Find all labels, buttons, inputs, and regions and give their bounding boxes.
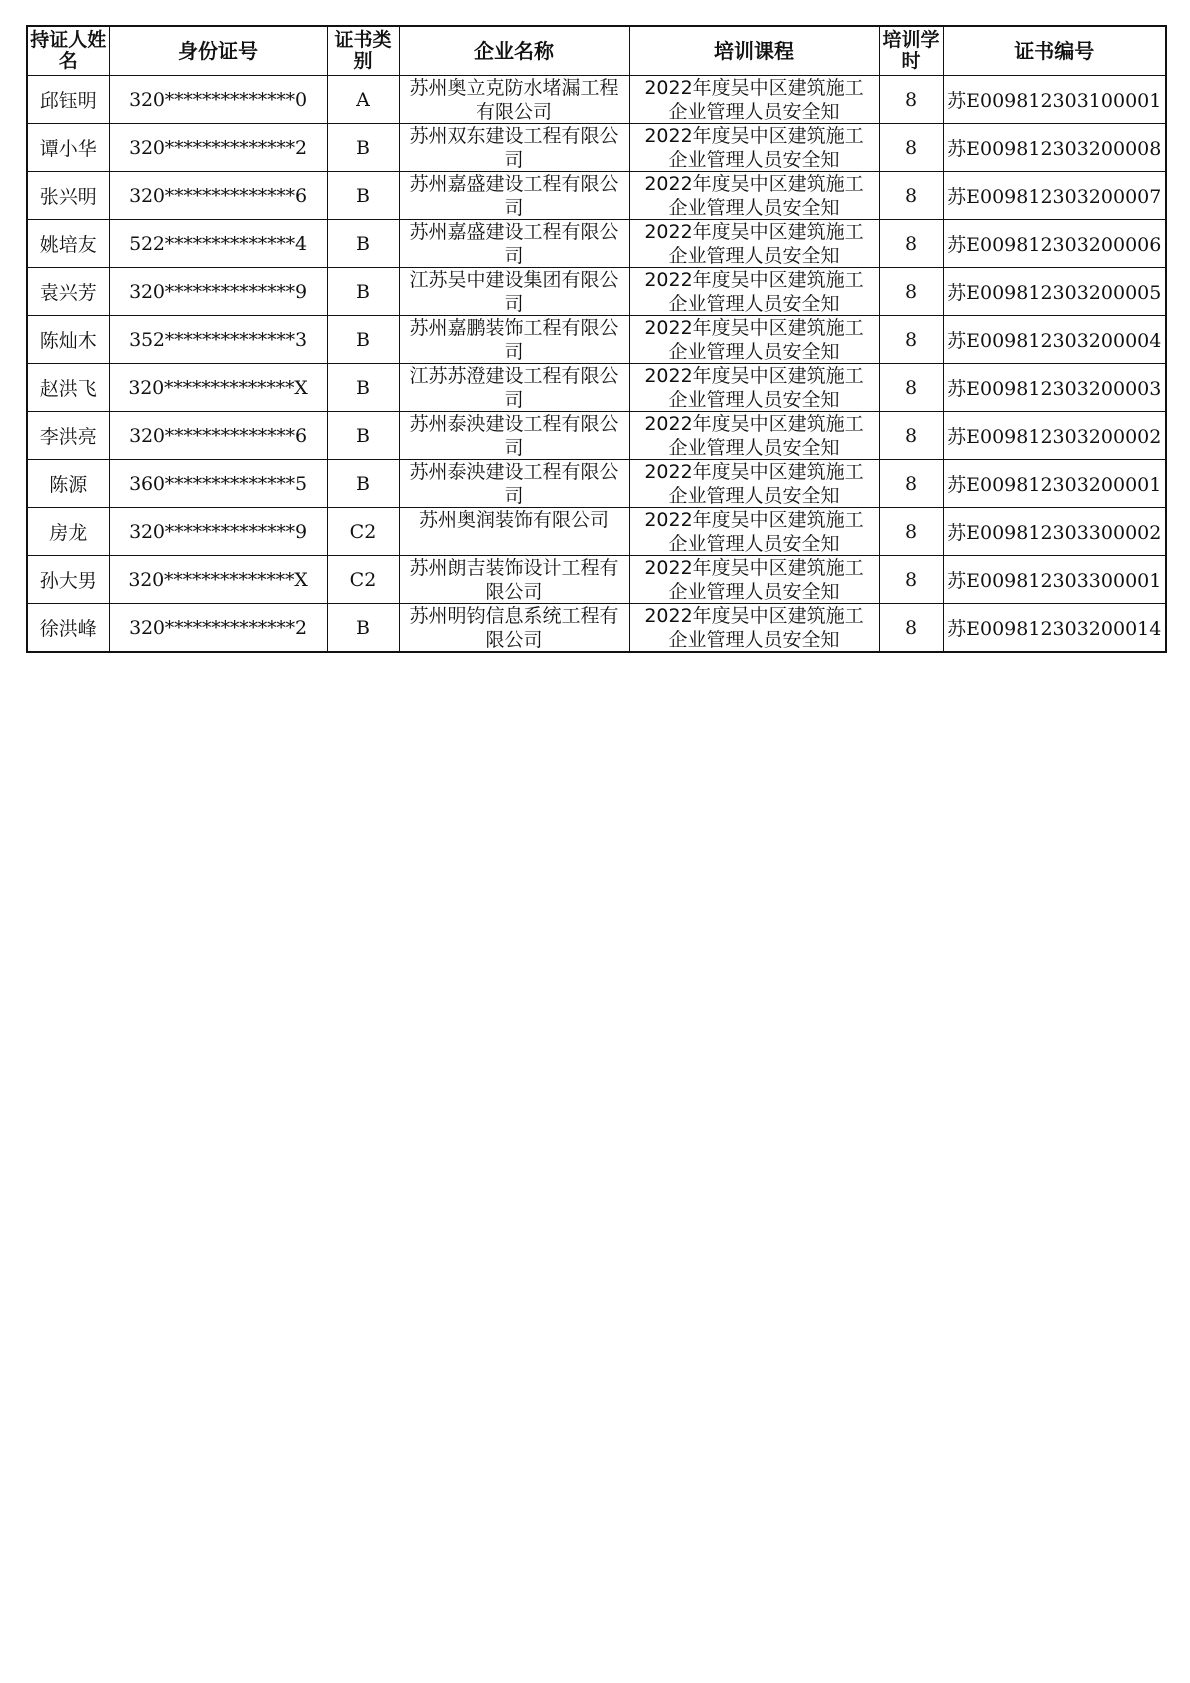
cell-company: 苏州奥润装饰有限公司 bbox=[399, 508, 629, 556]
cell-cert-number: 苏E009812303200001 bbox=[943, 460, 1166, 508]
cell-type: B bbox=[327, 220, 399, 268]
table-row bbox=[27, 316, 1166, 364]
cell-course: 2022年度吴中区建筑施工企业管理人员安全知 bbox=[629, 172, 879, 220]
cell-type: B bbox=[327, 412, 399, 460]
cell-course: 2022年度吴中区建筑施工企业管理人员安全知 bbox=[629, 316, 879, 364]
cell-name: 谭小华 bbox=[27, 124, 109, 172]
cell-name: 邱钰明 bbox=[27, 76, 109, 124]
cell-company: 苏州朗吉装饰设计工程有限公司 bbox=[399, 556, 629, 604]
cell-company: 苏州泰泱建设工程有限公司 bbox=[399, 460, 629, 508]
table-row bbox=[27, 76, 1166, 124]
cell-company: 江苏吴中建设集团有限公司 bbox=[399, 268, 629, 316]
cell-name: 徐洪峰 bbox=[27, 604, 109, 653]
table-row bbox=[27, 124, 1166, 172]
cell-company: 苏州嘉盛建设工程有限公司 bbox=[399, 220, 629, 268]
cell-type: B bbox=[327, 316, 399, 364]
cell-company: 苏州双东建设工程有限公司 bbox=[399, 124, 629, 172]
cell-name: 陈灿木 bbox=[27, 316, 109, 364]
certificate-roster-table bbox=[26, 25, 1167, 653]
cell-hours: 8 bbox=[879, 460, 943, 508]
cell-hours: 8 bbox=[879, 124, 943, 172]
cell-id: 320**************6 bbox=[109, 172, 327, 220]
cell-type: B bbox=[327, 268, 399, 316]
table-row bbox=[27, 460, 1166, 508]
header-holder-name: 持证人姓名 bbox=[27, 26, 109, 76]
cell-company: 苏州奥立克防水堵漏工程有限公司 bbox=[399, 76, 629, 124]
cell-id: 320**************2 bbox=[109, 124, 327, 172]
cell-cert-number: 苏E009812303100001 bbox=[943, 76, 1166, 124]
cell-name: 张兴明 bbox=[27, 172, 109, 220]
cell-course: 2022年度吴中区建筑施工企业管理人员安全知 bbox=[629, 268, 879, 316]
cell-company: 苏州泰泱建设工程有限公司 bbox=[399, 412, 629, 460]
cell-cert-number: 苏E009812303200005 bbox=[943, 268, 1166, 316]
cell-name: 姚培友 bbox=[27, 220, 109, 268]
cell-hours: 8 bbox=[879, 556, 943, 604]
header-hours: 培训学时 bbox=[879, 26, 943, 76]
cell-company: 江苏苏澄建设工程有限公司 bbox=[399, 364, 629, 412]
cell-company: 苏州嘉鹏装饰工程有限公司 bbox=[399, 316, 629, 364]
cell-type: A bbox=[327, 76, 399, 124]
cell-name: 房龙 bbox=[27, 508, 109, 556]
cell-cert-number: 苏E009812303200014 bbox=[943, 604, 1166, 653]
cell-name: 袁兴芳 bbox=[27, 268, 109, 316]
cell-name: 李洪亮 bbox=[27, 412, 109, 460]
table-row bbox=[27, 220, 1166, 268]
table-row bbox=[27, 556, 1166, 604]
cell-course: 2022年度吴中区建筑施工企业管理人员安全知 bbox=[629, 508, 879, 556]
cell-hours: 8 bbox=[879, 364, 943, 412]
cell-cert-number: 苏E009812303300002 bbox=[943, 508, 1166, 556]
cell-type: B bbox=[327, 124, 399, 172]
cell-id: 320**************9 bbox=[109, 508, 327, 556]
table-row bbox=[27, 364, 1166, 412]
cell-course: 2022年度吴中区建筑施工企业管理人员安全知 bbox=[629, 460, 879, 508]
cell-hours: 8 bbox=[879, 172, 943, 220]
cell-id: 320**************6 bbox=[109, 412, 327, 460]
cell-hours: 8 bbox=[879, 604, 943, 653]
cell-hours: 8 bbox=[879, 220, 943, 268]
table-row bbox=[27, 268, 1166, 316]
header-cert-type: 证书类别 bbox=[327, 26, 399, 76]
table-row bbox=[27, 172, 1166, 220]
cell-course: 2022年度吴中区建筑施工企业管理人员安全知 bbox=[629, 76, 879, 124]
cell-cert-number: 苏E009812303300001 bbox=[943, 556, 1166, 604]
cell-name: 陈源 bbox=[27, 460, 109, 508]
cell-id: 320**************X bbox=[109, 364, 327, 412]
table-body bbox=[27, 76, 1166, 653]
cell-type: C2 bbox=[327, 556, 399, 604]
cell-type: B bbox=[327, 172, 399, 220]
cell-course: 2022年度吴中区建筑施工企业管理人员安全知 bbox=[629, 412, 879, 460]
cell-course: 2022年度吴中区建筑施工企业管理人员安全知 bbox=[629, 124, 879, 172]
table-row bbox=[27, 508, 1166, 556]
cell-id: 320**************9 bbox=[109, 268, 327, 316]
cell-course: 2022年度吴中区建筑施工企业管理人员安全知 bbox=[629, 364, 879, 412]
cell-id: 320**************X bbox=[109, 556, 327, 604]
header-cert-number: 证书编号 bbox=[943, 26, 1166, 76]
cell-cert-number: 苏E009812303200004 bbox=[943, 316, 1166, 364]
cell-hours: 8 bbox=[879, 508, 943, 556]
table-row bbox=[27, 604, 1166, 653]
cell-type: B bbox=[327, 460, 399, 508]
cell-cert-number: 苏E009812303200003 bbox=[943, 364, 1166, 412]
table-row bbox=[27, 412, 1166, 460]
cell-course: 2022年度吴中区建筑施工企业管理人员安全知 bbox=[629, 556, 879, 604]
cell-hours: 8 bbox=[879, 316, 943, 364]
cell-hours: 8 bbox=[879, 268, 943, 316]
cell-type: C2 bbox=[327, 508, 399, 556]
cell-course: 2022年度吴中区建筑施工企业管理人员安全知 bbox=[629, 604, 879, 653]
cell-name: 赵洪飞 bbox=[27, 364, 109, 412]
cell-hours: 8 bbox=[879, 412, 943, 460]
cell-hours: 8 bbox=[879, 76, 943, 124]
cell-cert-number: 苏E009812303200002 bbox=[943, 412, 1166, 460]
cell-course: 2022年度吴中区建筑施工企业管理人员安全知 bbox=[629, 220, 879, 268]
cell-company: 苏州嘉盛建设工程有限公司 bbox=[399, 172, 629, 220]
cell-type: B bbox=[327, 364, 399, 412]
header-company: 企业名称 bbox=[399, 26, 629, 76]
cell-cert-number: 苏E009812303200008 bbox=[943, 124, 1166, 172]
cell-cert-number: 苏E009812303200006 bbox=[943, 220, 1166, 268]
cell-name: 孙大男 bbox=[27, 556, 109, 604]
cell-id: 360**************5 bbox=[109, 460, 327, 508]
cell-company: 苏州明钧信息系统工程有限公司 bbox=[399, 604, 629, 653]
cell-id: 320**************2 bbox=[109, 604, 327, 653]
cell-id: 522**************4 bbox=[109, 220, 327, 268]
cell-id: 320**************0 bbox=[109, 76, 327, 124]
header-course: 培训课程 bbox=[629, 26, 879, 76]
header-id-number: 身份证号 bbox=[109, 26, 327, 76]
cell-cert-number: 苏E009812303200007 bbox=[943, 172, 1166, 220]
cell-type: B bbox=[327, 604, 399, 653]
table-header-row bbox=[27, 26, 1166, 76]
cell-id: 352**************3 bbox=[109, 316, 327, 364]
